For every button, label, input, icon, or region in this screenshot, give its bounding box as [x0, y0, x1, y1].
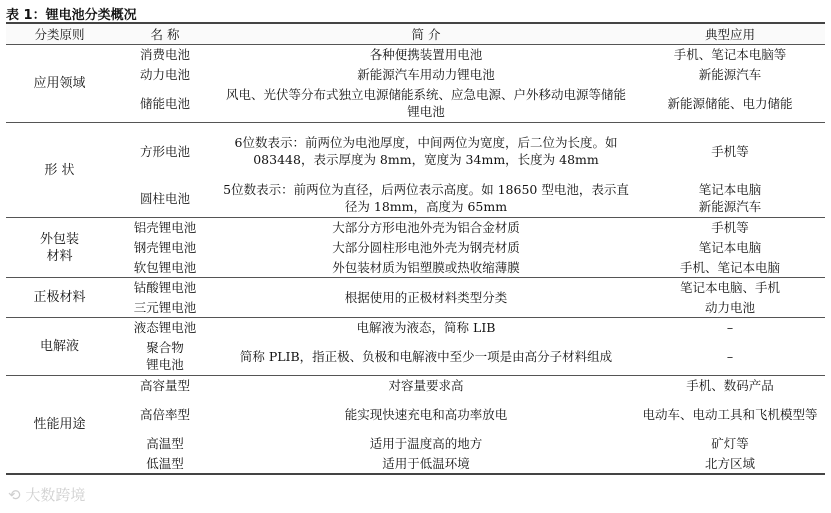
table-row: [6, 238, 825, 258]
table-row: [6, 338, 825, 376]
description-cell: 能实现快速充电和高功率放电: [344, 407, 508, 422]
table-row: [6, 376, 825, 396]
table-row: [6, 65, 825, 85]
table-row: [6, 85, 825, 123]
description-cell: 对容量要求高: [388, 378, 464, 394]
name-cell: 聚合物 锂电池: [113, 338, 217, 376]
description-cell: 新能源汽车用动力锂电池: [357, 67, 495, 82]
application-cell: 新能源汽车: [698, 67, 762, 82]
category-cell: 应用领域: [6, 45, 113, 123]
name-cell: 消费电池: [139, 47, 190, 63]
name-cell: 高容量型: [139, 378, 190, 394]
table-row: [6, 396, 825, 434]
application-cell: 手机、笔记本电脑等: [673, 47, 787, 63]
name-cell: 软包锂电池: [113, 258, 217, 278]
description-cell: 电解液为液态，简称 LIB: [356, 320, 496, 336]
application-cell: 北方区域: [635, 454, 825, 474]
watermark-text: 大数跨境: [25, 486, 86, 504]
category-cell: 电解液: [6, 318, 113, 376]
table-row: [6, 123, 825, 180]
table-row: [6, 218, 825, 238]
application-cell: –: [635, 338, 825, 376]
application-cell: –: [726, 320, 734, 336]
name-cell: 钢壳锂电池: [133, 240, 197, 255]
description-cell: 5位数表示：前两位为直径，后两位表示高度。如 18650 型电池，表示直径为 18mm，高度为 65mm: [217, 180, 635, 218]
name-cell: 三元锂电池: [113, 298, 217, 318]
application-cell: 新能源储能、电力储能: [635, 85, 825, 123]
application-cell: 矿灯等: [711, 436, 749, 451]
description-cell: 适用于温度高的地方: [369, 436, 483, 451]
name-cell: 方形电池: [139, 143, 190, 159]
name-cell: 圆柱电池: [113, 180, 217, 218]
category-cell: 外包装 材料: [6, 218, 113, 278]
name-cell: 钴酸锂电池: [133, 280, 197, 296]
category-cell: 正极材料: [6, 278, 113, 318]
name-cell: 高温型: [146, 436, 184, 451]
watermark-logo: [8, 484, 85, 505]
name-cell: 高倍率型: [139, 407, 190, 422]
description-cell: 根据使用的正极材料类型分类: [217, 278, 635, 318]
name-cell: 低温型: [113, 454, 217, 474]
table-caption: 表 1：锂电池分类概况: [6, 8, 137, 23]
description-cell: 大部分圆柱形电池外壳为钢壳材质: [332, 240, 520, 255]
name-cell: 铝壳锂电池: [133, 220, 197, 236]
name-cell: 储能电池: [113, 85, 217, 123]
table-row: [6, 454, 825, 474]
application-cell: 笔记本电脑: [698, 240, 762, 255]
header-application: 典型应用: [635, 23, 825, 45]
table-row: [6, 180, 825, 218]
application-cell: 动力电池: [635, 298, 825, 318]
application-cell: 笔记本电脑 新能源汽车: [635, 180, 825, 218]
description-cell: 各种便携装置用电池: [369, 47, 483, 63]
table-row: [6, 258, 825, 278]
table-row: [6, 434, 825, 454]
name-cell: 液态锂电池: [133, 320, 197, 336]
watermark-icon: ⟲: [8, 486, 21, 504]
header-description: 简 介: [217, 23, 635, 45]
header-row: [6, 23, 825, 45]
application-cell: 手机、笔记本电脑: [635, 258, 825, 278]
application-cell: 手机等: [711, 220, 749, 236]
description-cell: 风电、光伏等分布式独立电源储能系统、应急电源、户外移动电源等储能锂电池: [217, 85, 635, 123]
header-name: 名 称: [113, 23, 217, 45]
application-cell: 手机等: [711, 143, 749, 159]
name-cell: 动力电池: [139, 67, 190, 82]
battery-classification-table: [6, 22, 825, 475]
table-row: [6, 318, 825, 338]
application-cell: 电动车、电动工具和飞机模型等: [642, 407, 818, 422]
description-cell: 大部分方形电池外壳为铝合金材质: [332, 220, 520, 236]
description-cell: 简称 PLIB，指正极、负极和电解液中至少一项是由高分子材料组成: [217, 338, 635, 376]
application-cell: 手机、数码产品: [686, 378, 774, 394]
description-cell: 6位数表示：前两位为电池厚度，中间两位为宽度，后二位为长度。如 083448，表示厚度为 8mm，宽度为 34mm，长度为 48mm: [234, 135, 618, 168]
category-cell: 性能用途: [6, 376, 113, 474]
table-row: [6, 45, 825, 65]
header-category: 分类原则: [6, 23, 113, 45]
table-row: [6, 278, 825, 298]
application-cell: 笔记本电脑、手机: [679, 280, 780, 296]
description-cell: 适用于低温环境: [217, 454, 635, 474]
description-cell: 外包装材质为铝塑膜或热收缩薄膜: [217, 258, 635, 278]
category-cell: 形 状: [6, 123, 113, 218]
